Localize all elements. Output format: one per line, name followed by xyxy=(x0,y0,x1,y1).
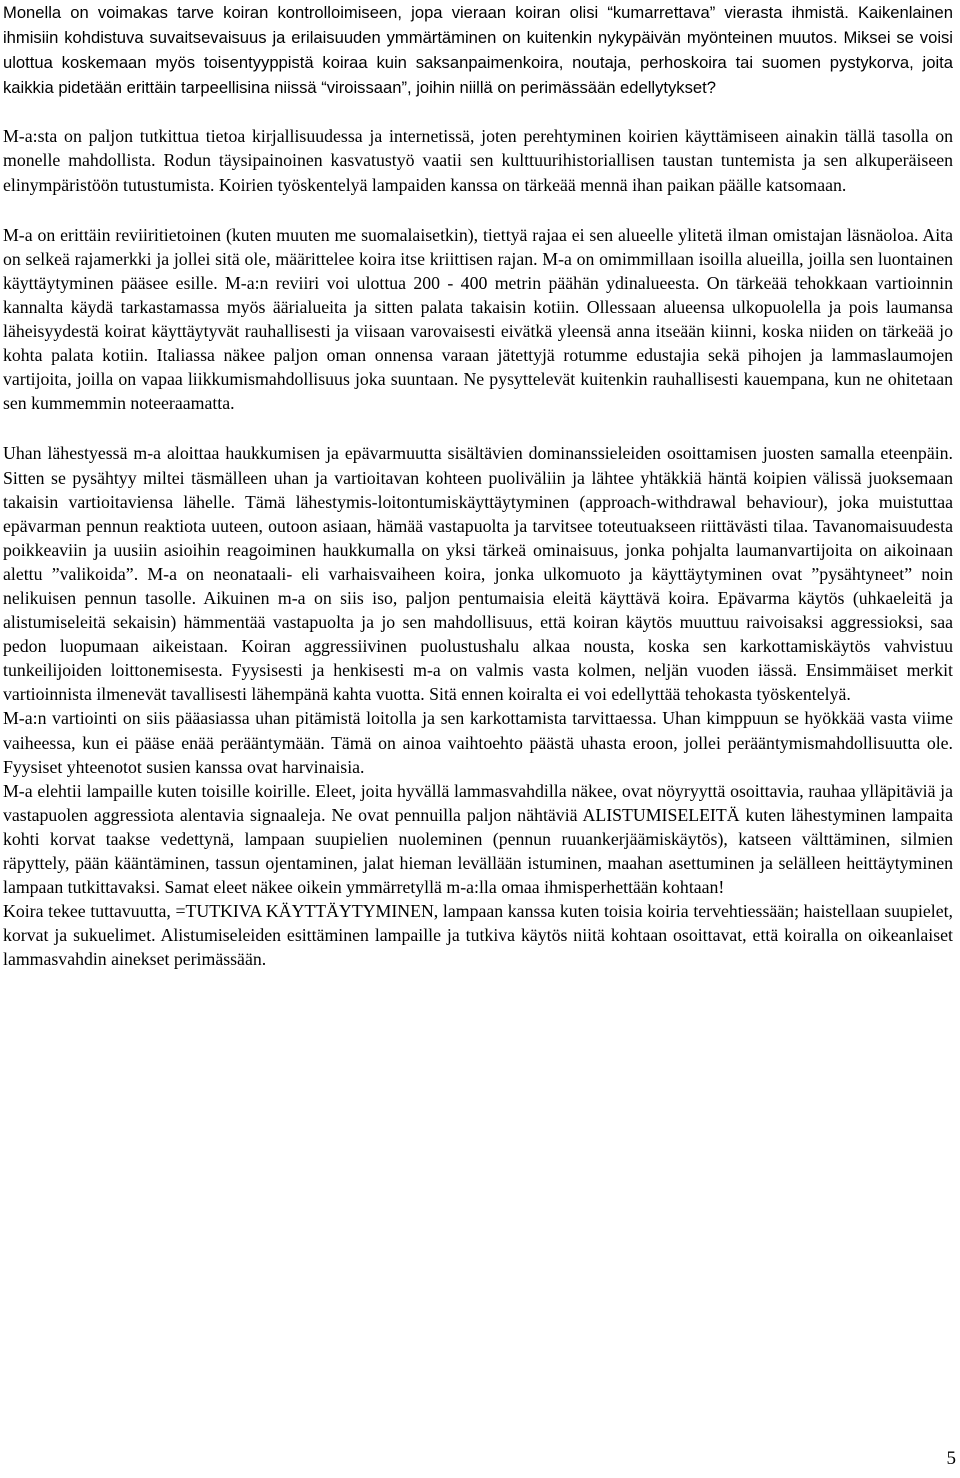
paragraph-1-sans-text: Monella on voimakas tarve koiran kontrolloimiseen, jopa vieraan koiran olisi “kumarrettava” vierasta ihmistä. Kaikenlainen ihmisiin kohdistuva suvaitsevaisuus ja erilaisuuden ymmärtäminen on kuitenkin nykypäivän myönteinen muutos. xyxy=(3,3,953,48)
document-page xyxy=(3,0,953,971)
paragraph-6: M-a elehtii lampaille kuten toisille koirille. Eleet, joita hyvällä lammasvahdilla näkee, ovat nöyryyttä osoittavia, rauhaa ylläpitäviä ja vastapuolen aggressiota alentavia signaaleja. Ne ovat pennuilla paljon nähtäviä ALISTUMISELEITÄ kuten lähestyminen lampaita kohti korvat taakse vedettynä, lampaan suupielien nuoleminen (pennun ruuankerjäämiskäytös), katseen välttäminen, silmien räpyttely, pään kääntäminen, tassun ojentaminen, jalat hieman levällään istuminen, maahan asettuminen ja selälleen heittäytyminen lampaan tutkittavaksi. Samat eleet näkee oikein ymmärretyllä m-a:lla omaa ihmisperhettään kohtaan! xyxy=(3,780,953,898)
paragraph-1-sans-text-2: Miksei se voisi ulottua koskemaan myös toisentyyppistä koiraa kuin saksanpaimenkoira, noutaja, perhoskoira tai suomen pystykorva, joita kaikkia pidetään erittäin tarpeellisina niissä “viroissaan”, joihin niillä on perimässään edellytykset? xyxy=(3,28,953,98)
paragraph-4: Uhan lähestyessä m-a aloittaa haukkumisen ja epävarmuutta sisältävien dominanssieleiden osoittamisen juosten samalla eteenpäin. Sitten se pysähtyy miltei täsmälleen uhan ja vartioitavan kohteen puoliväliin ja lähtee yhtäkkiä häntä koipien välissä juoksemaan takaisin vartioitaviensa lähelle. Tämä lähestymis-loitontumiskäyttäytyminen (approach-withdrawal behaviour), joka muistuttaa epävarman pennun reaktiota uuteen, outoon asiaan, hämää vastapuolta ja tarvitsee toteutuakseen riittävästi tilaa. Tavanomaisuudesta poikkeaviin ja uusiin asioihin reagoiminen haukkumalla on yksi tärkeä ominaisuus, jonka pohjalta laumanvartijoita on aikoinaan alettu ”valikoida”. M-a on neonataali- eli varhaisvaiheen koira, jonka ulkomuoto ja käyttäytyminen ovat ”pysähtyneet” noin nelikuisen pennun tasolle. Aikuinen m-a on siis iso, paljon pentumaisia eleitä käyttävä koira. Epävarma käytös (uhkaeleitä ja alistumiseleitä sekaisin) hämmentää vastapuolta ja jo sen mahdollisuus, että koiran käytös muuttuu raivoisaksi aggressioksi, saa pedon luopumaan aikeistaan. Koiran aggressiivinen puolustushalu alkaa nousta, koska sen karkottamiskäytös vahvistuu tunkeilijoiden loittonemisesta. Fyysisesti ja henkisesti m-a on valmis vasta kolmen, neljän vuoden iässä. Ensimmäiset merkit vartioinnista ilmenevät tavallisesti lähempänä kahta vuotta. Sitä ennen koiralta ei voi edellyttää tehokasta työskentelyä. xyxy=(3,443,953,705)
paragraph-7: Koira tekee tuttavuutta, =TUTKIVA KÄYTTÄYTYMINEN, lampaan kanssa kuten toisia koiria tervehtiessään; haistellaan suupielet, korvat ja sukuelimet. Alistumiseleiden esittäminen lampaille ja tutkiva käytös niitä kohtaan osoittavat, että koiralla on oikeanlaiset lammasvahdin ainekset perimässään. xyxy=(3,901,953,970)
paragraph-1 xyxy=(3,0,953,100)
paragraph-2: M-a:sta on paljon tutkittua tietoa kirjallisuudessa ja internetissä, joten perehtyminen koirien käyttämiseen ainakin tällä tasolla on monelle mahdollista. Rodun täysipainoinen kasvatustyö vaatii sen kulttuurihistoriallisen taustan tuntemista ja sen alkuperäiseen elinympäristöön tutustumista. Koirien työskentelyä lampaiden kanssa on tärkeää mennä ihan paikan päälle katsomaan. xyxy=(3,126,953,195)
page-number: 5 xyxy=(946,1448,956,1469)
paragraph-5: M-a:n vartiointi on siis pääasiassa uhan pitämistä loitolla ja sen karkottamista tarvittaessa. Uhan kimppuun se hyökkää vasta viime vaiheessa, kun ei pääse enää perääntymään. Tämä on ainoa vaihtoehto päästä uhasta eroon, jollei perääntymismahdollisuutta ole. Fyysiset yhteenotot susien kanssa ovat harvinaisia. xyxy=(3,708,953,777)
paragraph-3: M-a on erittäin reviiritietoinen (kuten muuten me suomalaisetkin), tiettyä rajaa ei sen alueelle ylitetä ilman omistajan läsnäoloa. Aita on selkeä rajamerkki ja jollei sitä ole, määrittelee koira itse kriittisen rajan. M-a on omimmillaan isoilla alueilla, joilla sen luontainen käyttäytyminen pääsee esille. M-a:n reviiri voi ulottua 200 - 400 metrin päähän ydinalueesta. On tärkeää tehokkaan vartioinnin kannalta käydä tarkastamassa myös äärialueita ja sitten palata takaisin kotiin. Ollessaan alueensa ulkopuolella ja pois laumansa läheisyydestä koirat käyttäytyvät rauhallisesti ja viisaan varovaisesti eivätkä yleensä anna itseään kiinni, koska niiden on tärkeää jo kohta palata kotiin. Italiassa näkee paljon oman onnensa varaan jätettyjä rotumme edustajia sekä pihojen ja lammaslaumojen vartijoita, joilla on vapaa liikkumismahdollisuus joka suuntaan. Ne pysyttelevät kuitenkin rauhallisesti kauempana, kun ne ohitetaan sen kummemmin noteeraamatta. xyxy=(3,224,953,414)
